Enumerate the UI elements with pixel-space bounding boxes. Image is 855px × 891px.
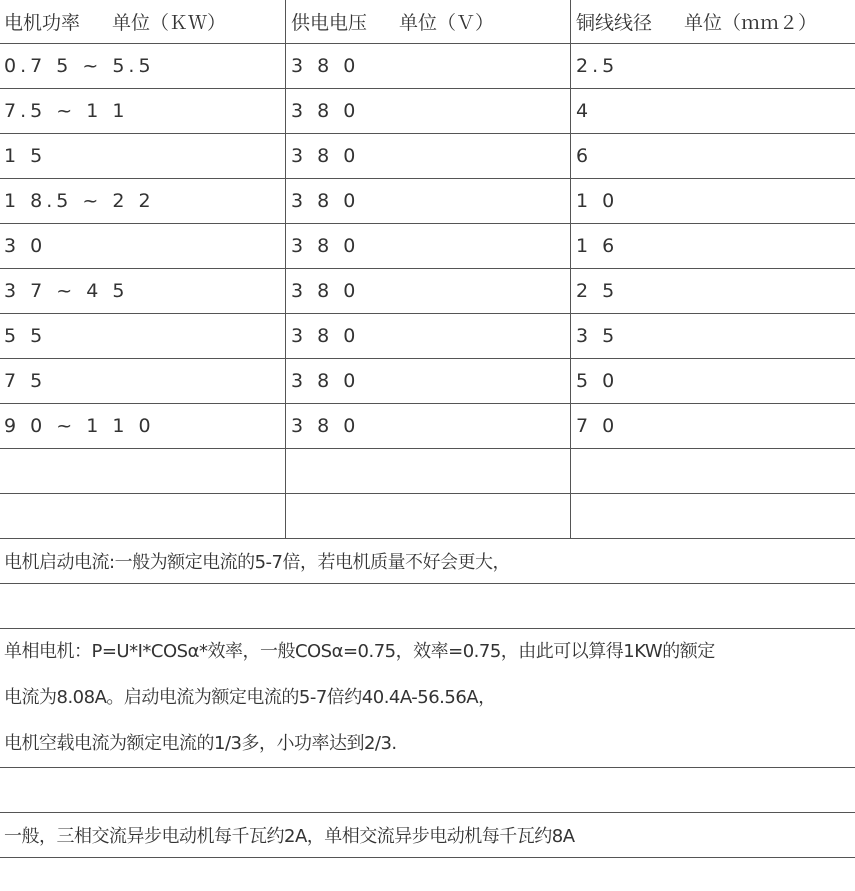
- table-row: [0, 44, 855, 89]
- header-supply-voltage: [286, 0, 571, 44]
- table-row: [0, 359, 855, 404]
- wire-diameter-cell: 1 0: [571, 179, 855, 224]
- motor-power-cell: 9 0 ~ 1 1 0: [0, 404, 286, 449]
- table-header-row: [0, 0, 855, 44]
- voltage-cell: 3 8 0: [286, 89, 571, 134]
- header-unit: 单位（Ｖ）: [399, 11, 495, 34]
- header-label: 铜线线径: [576, 11, 653, 34]
- table-row: [0, 89, 855, 134]
- motor-power-cell: 0.7 5 ~ 5.5: [0, 44, 286, 89]
- note-row: [0, 539, 855, 584]
- wire-diameter-cell: 3 5: [571, 314, 855, 359]
- wire-diameter-cell: [571, 494, 855, 539]
- table-row: [0, 134, 855, 179]
- header-unit: 单位（ＫＷ）: [112, 11, 227, 34]
- wire-diameter-cell: 4: [571, 89, 855, 134]
- motor-power-cell: 1 5: [0, 134, 286, 179]
- table-row: [0, 404, 855, 449]
- header-copper-wire-diameter: [571, 0, 855, 44]
- note-line: 电机空载电流为额定电流的1/3多，小功率达到2/3.: [4, 733, 397, 754]
- motor-power-cell: 7 5: [0, 359, 286, 404]
- motor-power-cell: [0, 449, 286, 494]
- voltage-cell: 3 8 0: [286, 44, 571, 89]
- empty-cell: [0, 584, 855, 629]
- motor-power-cell: [0, 494, 286, 539]
- voltage-cell: 3 8 0: [286, 134, 571, 179]
- header-label: 电机功率: [4, 11, 81, 34]
- header-label: 供电电压: [291, 11, 368, 34]
- wire-diameter-cell: 1 6: [571, 224, 855, 269]
- table-row: [0, 449, 855, 494]
- note-row: [0, 629, 855, 768]
- wire-diameter-cell: 6: [571, 134, 855, 179]
- voltage-cell: 3 8 0: [286, 404, 571, 449]
- wire-diameter-cell: 7 0: [571, 404, 855, 449]
- header-motor-power: [0, 0, 286, 44]
- rule-of-thumb-note: 一般，三相交流异步电动机每千瓦约2A，单相交流异步电动机每千瓦约8A: [0, 813, 855, 858]
- empty-row: [0, 768, 855, 813]
- motor-power-cell: 3 0: [0, 224, 286, 269]
- wire-diameter-cell: [571, 449, 855, 494]
- motor-power-cell: 5 5: [0, 314, 286, 359]
- table-row: [0, 269, 855, 314]
- wire-diameter-cell: 5 0: [571, 359, 855, 404]
- voltage-cell: 3 8 0: [286, 179, 571, 224]
- motor-power-cell: 3 7 ~ 4 5: [0, 269, 286, 314]
- starting-current-note: 电机启动电流:一般为额定电流的5-7倍，若电机质量不好会更大，: [0, 539, 855, 584]
- motor-power-cell: 7.5 ~ 1 1: [0, 89, 286, 134]
- empty-row: [0, 584, 855, 629]
- header-unit: 单位（ｍｍ２）: [684, 11, 818, 34]
- voltage-cell: 3 8 0: [286, 359, 571, 404]
- voltage-cell: 3 8 0: [286, 269, 571, 314]
- table-row: [0, 494, 855, 539]
- empty-cell: [0, 768, 855, 813]
- voltage-cell: [286, 449, 571, 494]
- wire-diameter-cell: 2 5: [571, 269, 855, 314]
- motor-power-cell: 1 8.5 ~ 2 2: [0, 179, 286, 224]
- wire-diameter-cell: 2.5: [571, 44, 855, 89]
- table-row: [0, 314, 855, 359]
- note-row: [0, 813, 855, 858]
- voltage-cell: 3 8 0: [286, 314, 571, 359]
- note-line: 单相电机：P=U*I*COSα*效率，一般COSα=0.75，效率=0.75，由此可以算得1KW的额定: [4, 641, 715, 662]
- single-phase-note: [0, 629, 855, 768]
- table-row: [0, 179, 855, 224]
- voltage-cell: 3 8 0: [286, 224, 571, 269]
- table-row: [0, 224, 855, 269]
- voltage-cell: [286, 494, 571, 539]
- note-line: 电流为8.08A。启动电流为额定电流的5-7倍约40.4A-56.56A，: [4, 687, 496, 708]
